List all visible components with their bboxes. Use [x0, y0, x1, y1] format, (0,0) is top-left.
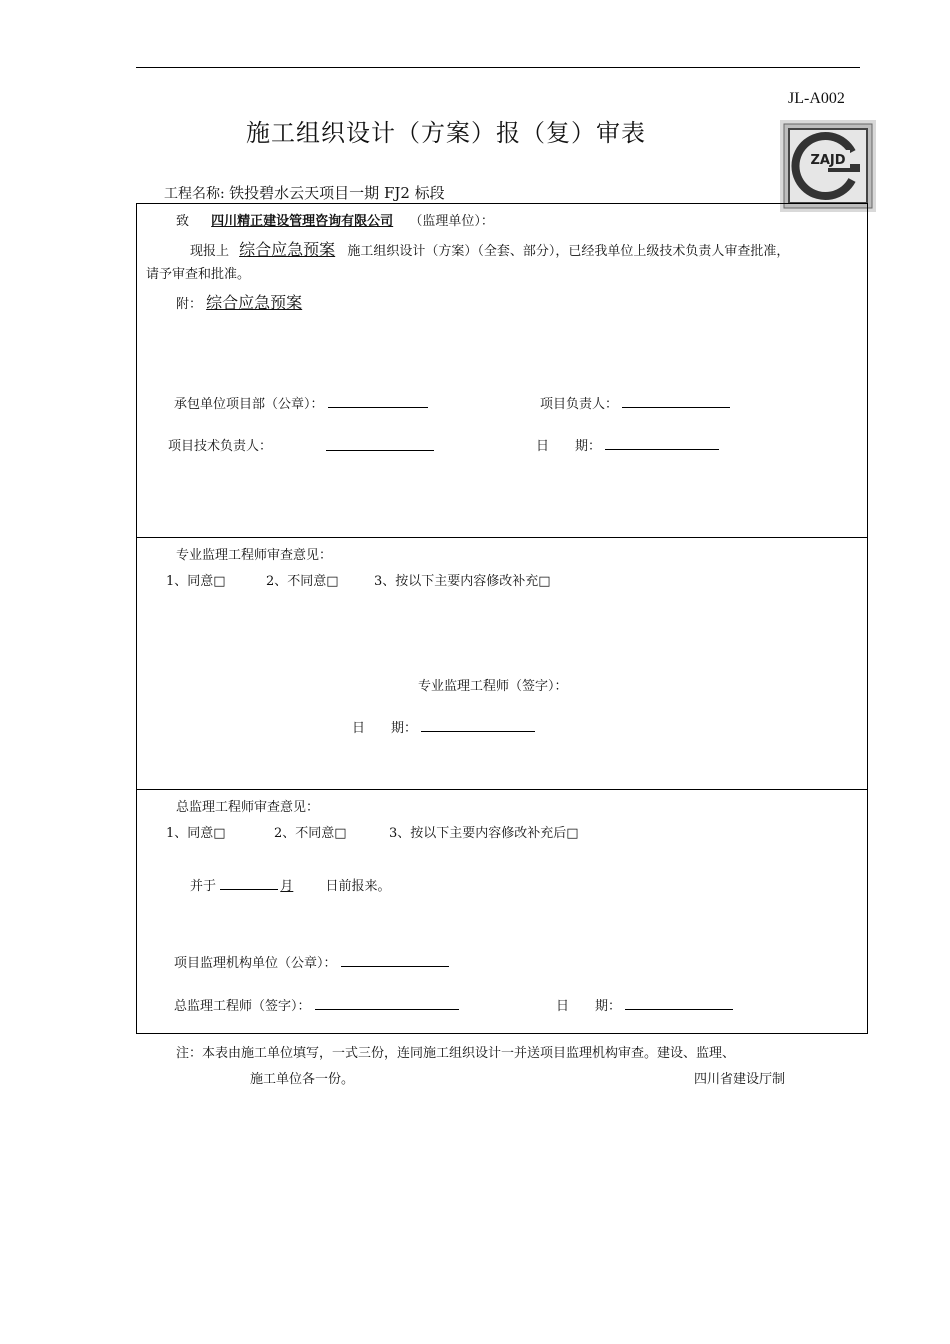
to-prefix: 致 [176, 214, 190, 229]
zajd-logo [780, 120, 876, 212]
resubmit-month: 月 [280, 879, 294, 894]
chief-option-disagree[interactable]: 2、不同意□ [274, 826, 347, 841]
top-rule [136, 67, 860, 68]
resubmit-month-blank[interactable] [220, 877, 278, 890]
footer-note-line1: 注：本表由施工单位填写，一式三份，连同施工组织设计一并送项目监理机构审查。建设、监理、 [176, 1046, 736, 1061]
org-seal-row [174, 952, 449, 971]
supervisor-company: 四川精正建设管理咨询有限公司 [211, 214, 394, 229]
chief-review-title: 总监理工程师审查意见： [176, 800, 320, 815]
form-code: JL-A002 [788, 90, 845, 107]
submit-date-label: 日 期： [536, 439, 602, 454]
report-prefix: 现报上 [190, 244, 230, 259]
attachment-value: 综合应急预案 [206, 293, 303, 312]
contractor-dept-label: 承包单位项目部（公章）： [174, 397, 324, 412]
contractor-dept-row [174, 393, 428, 412]
chief-date-blank[interactable] [625, 997, 733, 1010]
footer-issuer: 四川省建设厅制 [694, 1072, 786, 1087]
org-seal-label: 项目监理机构单位（公章）： [174, 956, 337, 971]
engineer-option-revise[interactable]: 3、按以下主要内容修改补充□ [374, 574, 551, 589]
tech-manager-label: 项目技术负责人： [168, 439, 273, 454]
project-name-value: 铁投碧水云天项目一期 FJ2 标段 [229, 184, 445, 202]
logo-text: ZAJD [810, 153, 846, 168]
resubmit-prefix: 并于 [190, 879, 217, 894]
chief-signature-blank[interactable] [315, 997, 459, 1010]
engineer-option-agree[interactable]: 1、同意□ [166, 574, 226, 589]
attachment-label: 附： [176, 297, 203, 312]
project-manager-row [540, 393, 730, 412]
attachment-row [176, 290, 302, 313]
resubmit-suffix: 日前报来。 [325, 879, 391, 894]
footer-note-line2: 施工单位各一份。 [250, 1072, 355, 1087]
chief-date-row [556, 995, 733, 1014]
contractor-dept-blank[interactable] [328, 395, 428, 408]
engineer-date-blank[interactable] [421, 719, 535, 732]
chief-signature-row [174, 995, 459, 1014]
report-line-1 [190, 237, 789, 260]
addressee-row [176, 210, 494, 229]
chief-option-agree[interactable]: 1、同意□ [166, 826, 226, 841]
chief-date-label: 日 期： [556, 999, 622, 1014]
page-title: 施工组织设计（方案）报（复）审表 [246, 119, 646, 147]
chief-signature-label: 总监理工程师（签字）： [174, 999, 311, 1014]
project-name-row [164, 182, 445, 203]
report-text-2: 请予审查和批准。 [146, 267, 251, 282]
submit-date-row [536, 435, 719, 454]
submit-date-blank[interactable] [605, 437, 719, 450]
engineer-date-row [352, 717, 535, 736]
engineer-signature-label: 专业监理工程师（签字）： [418, 679, 568, 694]
engineer-option-disagree[interactable]: 2、不同意□ [266, 574, 339, 589]
resubmit-row [190, 875, 390, 894]
plan-name: 综合应急预案 [239, 240, 336, 259]
report-text-1: 施工组织设计（方案）（全套、部分），已经我单位上级技术负责人审查批准， [347, 244, 790, 259]
project-manager-label: 项目负责人： [540, 397, 619, 412]
engineer-date-label: 日 期： [352, 721, 418, 736]
org-seal-blank[interactable] [341, 954, 449, 967]
project-manager-blank[interactable] [622, 395, 730, 408]
supervisor-unit-label: （监理单位）： [409, 214, 494, 229]
tech-manager-blank[interactable] [326, 438, 434, 451]
engineer-review-title: 专业监理工程师审查意见： [176, 548, 333, 563]
chief-option-revise[interactable]: 3、按以下主要内容修改补充后□ [389, 826, 579, 841]
project-name-label: 工程名称: [164, 186, 225, 202]
